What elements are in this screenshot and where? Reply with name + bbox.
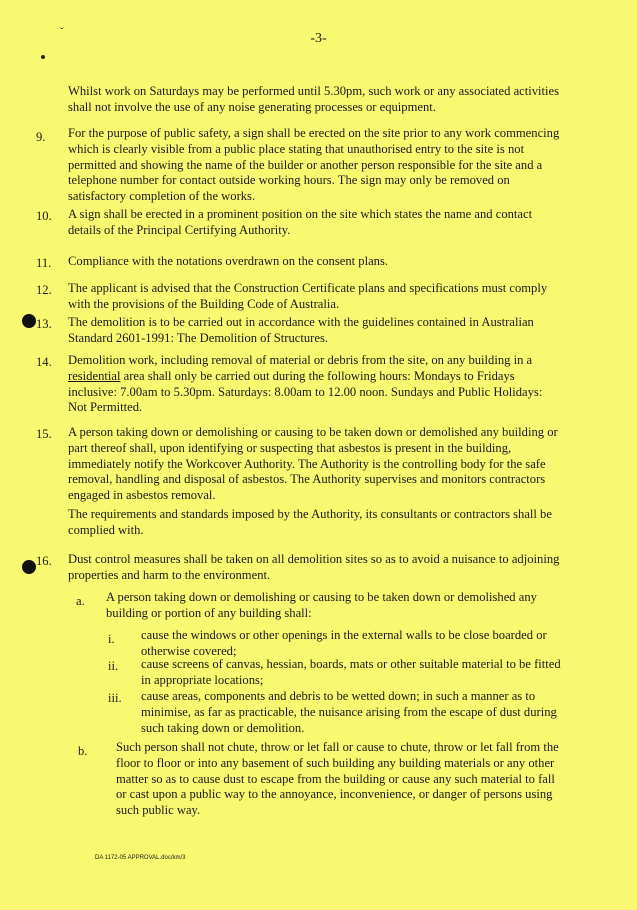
roman-text-iii: cause areas, components and debris to be wetted down; in such a manner as to minimise, as far as practicable, the nuisance arising from the escape of dust during such taking down or demolition. <box>141 689 557 735</box>
item-text-14-post: area shall only be carried out during the following hours: Mondays to Fridays inclusive: 7.00am to 5.30pm. Saturdays: 8.00am to 12.00 noon. Sundays and Public Holidays: Not Permitted. <box>68 368 543 415</box>
item-number-13: 13. <box>36 317 52 331</box>
document-footer: DA 1172-05 APPROVAL.doc/km/3 <box>95 855 186 861</box>
underlined-word: residential <box>68 368 121 383</box>
item-text-13: The demolition is to be carried out in accordance with the guidelines contained in Australian Standard 2601-1991: The Demolition of Structures. <box>68 315 534 345</box>
item-text-14-pre: Demolition work, including removal of material or debris from the site, on any building in a <box>68 353 533 367</box>
item-number-11: 11. <box>36 256 52 270</box>
roman-text-i: cause the windows or other openings in the external walls to be close boarded or otherwise covered; <box>141 628 547 658</box>
item-number-16: 16. <box>36 554 52 568</box>
roman-text-ii: cause screens of canvas, hessian, boards, mats or other suitable material to be fitted in appropriate locations; <box>141 657 561 687</box>
sub-number-b: b. <box>78 744 88 758</box>
item-text-9: For the purpose of public safety, a sign shall be erected on the site prior to any work commencing which is clearly visible from a public place stating that unauthorised entry to the site is not permitted and showing the name of the builder or another person responsible for the site and a telephone number for contact outside working hours. The sign may only be removed on satisfactory completion of the works. <box>68 126 560 204</box>
item-number-15: 15. <box>36 427 52 441</box>
sub-number-a: a. <box>76 594 85 608</box>
sub-text-b: Such person shall not chute, throw or let fall or cause to chute, throw or let fall from the floor to floor or into any basement of such building any building materials or any other matter so as to cause dust to escape from the building or cause any such material to fall or cast upon a public way to the annoyance, inconvenience, or danger of persons using such public way. <box>116 740 559 818</box>
item-text-15-continued: The requirements and standards imposed by the Authority, its consultants or contractors shall be complied with. <box>68 507 552 537</box>
item-text-15: A person taking down or demolishing or causing to be taken down or demolished any building or part thereof shall, upon identifying or suspecting that asbestos is present in the building, immediately notify the Workcover Authority. The Authority is the controlling body for the safe removal, handling and disposal of asbestos. The Authority supervises and monitors contractors engaged in asbestos removal. <box>68 425 558 503</box>
item-text-16: Dust control measures shall be taken on all demolition sites so as to avoid a nuisance to adjoining properties and harm to the environment. <box>68 552 560 582</box>
roman-number-i: i. <box>108 632 115 646</box>
roman-number-ii: ii. <box>108 659 119 673</box>
bullet-dot-mark-16 <box>22 560 36 574</box>
handwritten-tick-mark: ˇ <box>60 26 64 38</box>
item-text-12: The applicant is advised that the Construction Certificate plans and specifications must comply with the provisions of the Building Code of Australia. <box>68 281 548 311</box>
bullet-dot-mark-13 <box>22 314 36 328</box>
intro-paragraph: Whilst work on Saturdays may be performed until 5.30pm, such work or any associated activities shall not involve the use of any noise generating processes or equipment. <box>68 84 560 114</box>
page-number: -3- <box>310 31 327 46</box>
item-text-11: Compliance with the notations overdrawn on the consent plans. <box>68 254 389 268</box>
punch-dot-mark <box>41 55 45 59</box>
item-number-14: 14. <box>36 355 52 369</box>
sub-text-a: A person taking down or demolishing or causing to be taken down or demolished any building or portion of any building shall: <box>106 590 537 620</box>
item-number-12: 12. <box>36 283 52 297</box>
item-number-9: 9. <box>36 130 46 144</box>
item-text-10: A sign shall be erected in a prominent position on the site which states the name and contact details of the Principal Certifying Authority. <box>68 207 533 237</box>
roman-number-iii: iii. <box>108 691 122 705</box>
item-number-10: 10. <box>36 209 52 223</box>
item-text-14 <box>68 353 563 416</box>
